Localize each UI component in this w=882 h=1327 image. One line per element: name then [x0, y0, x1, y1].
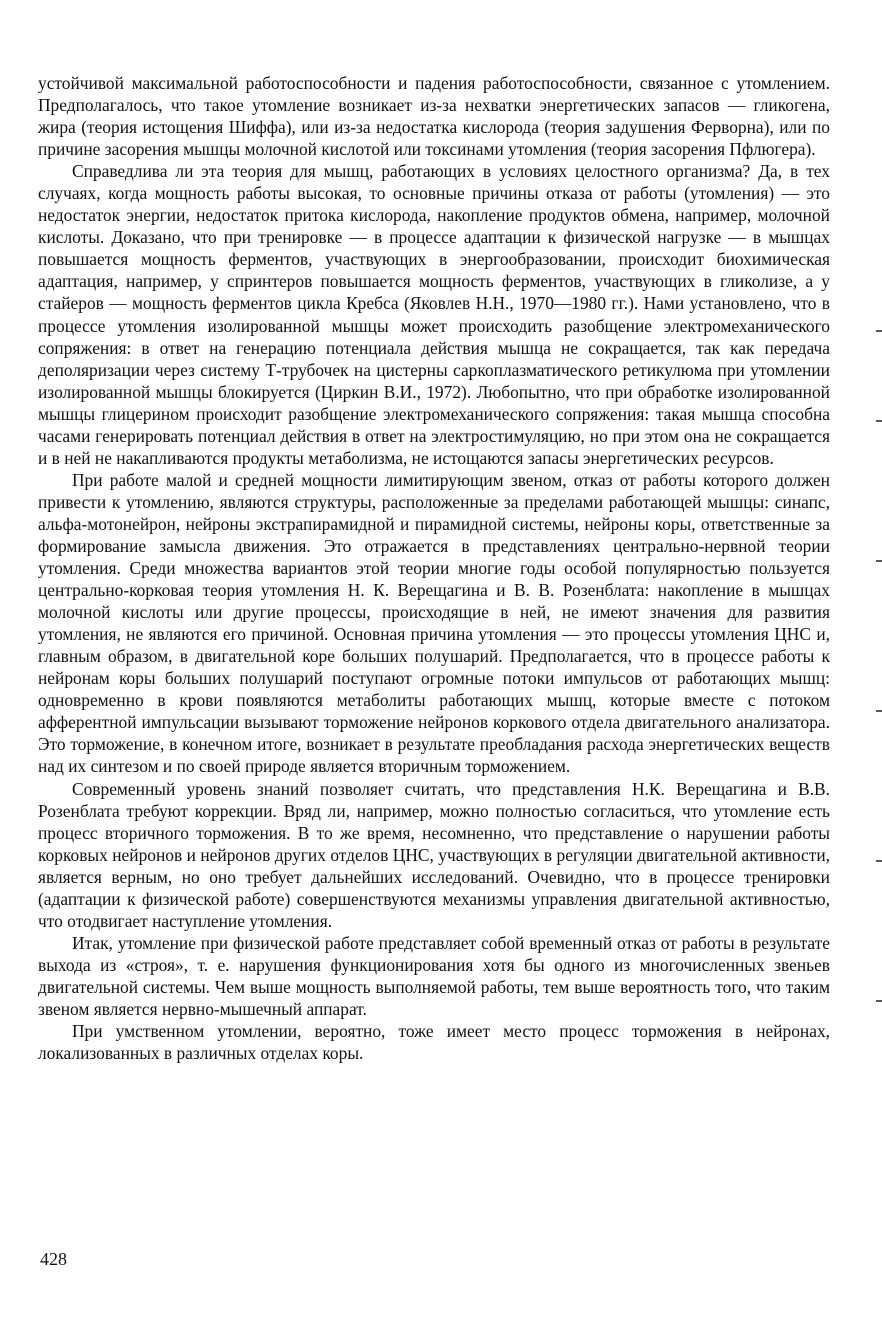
- paragraph-4: Современный уровень знаний позволяет считать, что представления Н.К. Верещагина и В.В. Розенблата требуют коррекции. Вряд ли, например, можно полностью согласиться, что утомление есть процесс вторичного торможения. В то же время, несомненно, что представление о нарушении работы корковых нейронов и нейронов других отделов ЦНС, участвующих в регуляции двигательной активности, является верным, но оно требует дальнейших исследований. Очевидно, что в процессе тренировки (адаптации к физической работе) совершенствуются механизмы управления двигательной активностью, что отодвигает наступление утомления.: [38, 778, 830, 931]
- scan-edge-mark: [876, 420, 882, 422]
- scan-edge-mark: [876, 330, 882, 332]
- page-body: [38, 72, 830, 1064]
- scan-edge-mark: [876, 710, 882, 712]
- scan-edge-mark: [876, 1000, 882, 1002]
- paragraph-3: При работе малой и средней мощности лимитирующим звеном, отказ от работы которого должен привести к утомлению, являются структуры, расположенные за пределами работающей мышцы: синапс, альфа-мотонейрон, нейроны экстрапирамидной и пирамидной системы, нейроны коры, ответственные за формирование замысла движения. Это отражается в представлениях центрально-нервной теории утомления. Среди множества вариантов этой теории многие годы особой популярностью пользуется центрально-корковая теория утомления Н. К. Верещагина и В. В. Розенблата: накопление в мышцах молочной кислоты или другие процессы, происходящие в ней, не имеют значения для развития утомления, не являются его причиной. Основная причина утомления — это процессы утомления ЦНС и, главным образом, в двигательной коре больших полушарий. Предполагается, что в процессе работы к нейронам коры больших полушарий поступают огромные потоки импульсов от работающих мышц: одновременно в крови появляются метаболиты работающих мышц, которые вместе с потоком афферентной импульсации вызывают торможение нейронов коркового отдела двигательного анализатора. Это торможение, в конечном итоге, возникает в результате преобладания расхода энергетических веществ над их синтезом и по своей природе является вторичным торможением.: [38, 469, 830, 777]
- paragraph-5: Итак, утомление при физической работе представляет собой временный отказ от работы в результате выхода из «строя», т. е. нарушения функционирования хотя бы одного из многочисленных звеньев двигательной системы. Чем выше мощность выполняемой работы, тем выше вероятность того, что таким звеном является нервно-мышечный аппарат.: [38, 932, 830, 1019]
- paragraph-1: устойчивой максимальной работоспособности и падения работоспособности, связанное с утомлением. Предполагалось, что такое утомление возникает из-за нехватки энергетических запасов — гликогена, жира (теория истощения Шиффа), или из-за недостатка кислорода (теория задушения Ферворна), или по причине засорения мышцы молочной кислотой или токсинами утомления (теория засорения Пфлюгера).: [38, 73, 830, 160]
- page-number: 428: [40, 1249, 67, 1269]
- paragraph-2: Справедлива ли эта теория для мышц, работающих в условиях целостного организма? Да, в тех случаях, когда мощность работы высокая, то основные причины отказа от работы (утомления) — это недостаток энергии, недостаток притока кислорода, накопление продуктов обмена, например, молочной кислоты. Доказано, что при тренировке — в процессе адаптации к физической нагрузке — в мышцах повышается мощность ферментов, участвующих в энергообразовании, происходит биохимическая адаптация, например, у спринтеров повышается мощность ферментов, участвующих в гликолизе, а у стайеров — мощность ферментов цикла Кребса (Яковлев Н.Н., 1970—1980 гг.). Нами установлено, что в процессе утомления изолированной мышцы может происходить разобщение электромеханического сопряжения: в ответ на генерацию потенциала действия мышца не сокращается, так как передача деполяризации через систему Т-трубочек на цистерны саркоплазматического ретикулюма при утомлении изолированной мышцы блокируется (Циркин В.И., 1972). Любопытно, что при обработке изолированной мышцы глицерином происходит разобщение электромеханического сопряжения: такая мышца способна часами генерировать потенциал действия в ответ на электростимуляцию, но при этом она не сокращается и в ней не накапливаются продукты метаболизма, не истощаются запасы энергетических ресурсов.: [38, 161, 830, 468]
- paragraph-6: При умственном утомлении, вероятно, тоже имеет место процесс торможения в нейронах, локализованных в различных отделах коры.: [38, 1021, 830, 1064]
- scan-edge-marks: [872, 300, 882, 1240]
- scan-edge-mark: [876, 860, 882, 862]
- scan-edge-mark: [876, 560, 882, 562]
